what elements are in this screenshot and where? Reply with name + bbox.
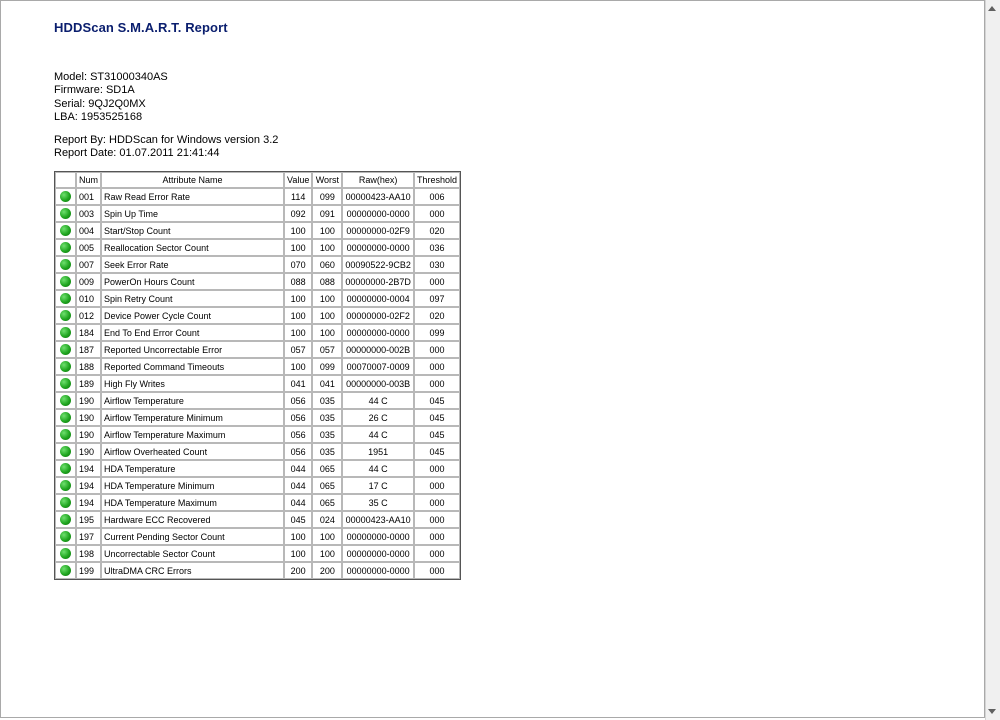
num-cell: 190 bbox=[76, 409, 101, 426]
threshold-cell: 045 bbox=[414, 392, 460, 409]
status-cell bbox=[55, 239, 76, 256]
num-cell: 190 bbox=[76, 443, 101, 460]
ok-status-icon bbox=[60, 208, 71, 219]
value-cell: 100 bbox=[284, 324, 312, 341]
num-cell: 004 bbox=[76, 222, 101, 239]
status-cell bbox=[55, 188, 76, 205]
value-cell: 100 bbox=[284, 545, 312, 562]
status-cell bbox=[55, 273, 76, 290]
ok-status-icon bbox=[60, 327, 71, 338]
threshold-cell: 000 bbox=[414, 358, 460, 375]
table-row bbox=[55, 409, 460, 426]
worst-cell: 099 bbox=[312, 358, 342, 375]
value-cell: 057 bbox=[284, 341, 312, 358]
status-cell bbox=[55, 205, 76, 222]
num-cell: 194 bbox=[76, 477, 101, 494]
table-row bbox=[55, 494, 460, 511]
table-row bbox=[55, 426, 460, 443]
attribute-name-cell: Spin Retry Count bbox=[101, 290, 284, 307]
value-cell: 088 bbox=[284, 273, 312, 290]
report-by-line: Report By: HDDScan for Windows version 3.2 bbox=[54, 134, 279, 146]
threshold-cell: 045 bbox=[414, 426, 460, 443]
worst-cell: 035 bbox=[312, 392, 342, 409]
ok-status-icon bbox=[60, 497, 71, 508]
attribute-name-cell: Airflow Temperature Minimum bbox=[101, 409, 284, 426]
worst-cell: 100 bbox=[312, 528, 342, 545]
ok-status-icon bbox=[60, 395, 71, 406]
status-cell bbox=[55, 460, 76, 477]
attribute-name-cell: PowerOn Hours Count bbox=[101, 273, 284, 290]
table-row bbox=[55, 545, 460, 562]
value-cell: 056 bbox=[284, 443, 312, 460]
raw-hex-cell: 26 C bbox=[342, 409, 414, 426]
worst-cell: 060 bbox=[312, 256, 342, 273]
header-raw: Raw(hex) bbox=[342, 172, 414, 188]
status-cell bbox=[55, 562, 76, 579]
ok-status-icon bbox=[60, 480, 71, 491]
attribute-name-cell: Hardware ECC Recovered bbox=[101, 511, 284, 528]
num-cell: 194 bbox=[76, 494, 101, 511]
table-row bbox=[55, 392, 460, 409]
attribute-name-cell: HDA Temperature Maximum bbox=[101, 494, 284, 511]
worst-cell: 091 bbox=[312, 205, 342, 222]
raw-hex-cell: 00000000-002B bbox=[342, 341, 414, 358]
lba-line: LBA: 1953525168 bbox=[54, 110, 143, 123]
worst-cell: 100 bbox=[312, 307, 342, 324]
report-date-line: Report Date: 01.07.2011 21:41:44 bbox=[54, 147, 220, 160]
ok-status-icon bbox=[60, 429, 71, 440]
raw-hex-cell: 44 C bbox=[342, 392, 414, 409]
value-cell: 070 bbox=[284, 256, 312, 273]
table-row bbox=[55, 375, 460, 392]
attribute-name-cell: Reported Command Timeouts bbox=[101, 358, 284, 375]
ok-status-icon bbox=[60, 344, 71, 355]
scroll-up-icon[interactable] bbox=[988, 6, 996, 11]
threshold-cell: 000 bbox=[414, 375, 460, 392]
table-row bbox=[55, 511, 460, 528]
table-row bbox=[55, 188, 460, 205]
table-row bbox=[55, 205, 460, 222]
report-meta bbox=[54, 134, 278, 161]
model-line: Model: ST31000340AS bbox=[54, 71, 168, 83]
threshold-cell: 000 bbox=[414, 545, 460, 562]
num-cell: 187 bbox=[76, 341, 101, 358]
ok-status-icon bbox=[60, 361, 71, 372]
threshold-cell: 000 bbox=[414, 562, 460, 579]
status-cell bbox=[55, 511, 76, 528]
attribute-name-cell: Current Pending Sector Count bbox=[101, 528, 284, 545]
table-row bbox=[55, 222, 460, 239]
attribute-name-cell: Start/Stop Count bbox=[101, 222, 284, 239]
status-cell bbox=[55, 392, 76, 409]
worst-cell: 099 bbox=[312, 188, 342, 205]
raw-hex-cell: 00000000-0000 bbox=[342, 545, 414, 562]
worst-cell: 065 bbox=[312, 477, 342, 494]
value-cell: 100 bbox=[284, 307, 312, 324]
worst-cell: 035 bbox=[312, 409, 342, 426]
raw-hex-cell: 00000423-AA10 bbox=[342, 511, 414, 528]
attribute-name-cell: Uncorrectable Sector Count bbox=[101, 545, 284, 562]
table-header-row bbox=[55, 172, 460, 188]
threshold-cell: 000 bbox=[414, 341, 460, 358]
ok-status-icon bbox=[60, 191, 71, 202]
header-value: Value bbox=[284, 172, 312, 188]
table-body bbox=[55, 188, 460, 579]
table-row bbox=[55, 307, 460, 324]
ok-status-icon bbox=[60, 225, 71, 236]
worst-cell: 041 bbox=[312, 375, 342, 392]
threshold-cell: 045 bbox=[414, 409, 460, 426]
num-cell: 190 bbox=[76, 392, 101, 409]
worst-cell: 100 bbox=[312, 324, 342, 341]
raw-hex-cell: 00090522-9CB2 bbox=[342, 256, 414, 273]
ok-status-icon bbox=[60, 514, 71, 525]
value-cell: 092 bbox=[284, 205, 312, 222]
threshold-cell: 000 bbox=[414, 511, 460, 528]
worst-cell: 088 bbox=[312, 273, 342, 290]
threshold-cell: 036 bbox=[414, 239, 460, 256]
worst-cell: 100 bbox=[312, 290, 342, 307]
header-threshold: Threshold bbox=[414, 172, 460, 188]
num-cell: 190 bbox=[76, 426, 101, 443]
table-row bbox=[55, 528, 460, 545]
table-row bbox=[55, 341, 460, 358]
raw-hex-cell: 17 C bbox=[342, 477, 414, 494]
raw-hex-cell: 00000000-0000 bbox=[342, 528, 414, 545]
table-row bbox=[55, 290, 460, 307]
threshold-cell: 020 bbox=[414, 222, 460, 239]
attribute-name-cell: Airflow Temperature Maximum bbox=[101, 426, 284, 443]
raw-hex-cell: 00000000-0004 bbox=[342, 290, 414, 307]
num-cell: 189 bbox=[76, 375, 101, 392]
attribute-name-cell: Airflow Temperature bbox=[101, 392, 284, 409]
status-cell bbox=[55, 307, 76, 324]
table-row bbox=[55, 443, 460, 460]
value-cell: 045 bbox=[284, 511, 312, 528]
threshold-cell: 000 bbox=[414, 477, 460, 494]
status-cell bbox=[55, 545, 76, 562]
status-cell bbox=[55, 290, 76, 307]
threshold-cell: 020 bbox=[414, 307, 460, 324]
worst-cell: 100 bbox=[312, 239, 342, 256]
num-cell: 007 bbox=[76, 256, 101, 273]
num-cell: 197 bbox=[76, 528, 101, 545]
raw-hex-cell: 44 C bbox=[342, 426, 414, 443]
table-row bbox=[55, 358, 460, 375]
raw-hex-cell: 00000000-0000 bbox=[342, 324, 414, 341]
num-cell: 003 bbox=[76, 205, 101, 222]
worst-cell: 057 bbox=[312, 341, 342, 358]
num-cell: 005 bbox=[76, 239, 101, 256]
smart-attributes-table bbox=[54, 171, 461, 580]
ok-status-icon bbox=[60, 310, 71, 321]
attribute-name-cell: Reported Uncorrectable Error bbox=[101, 341, 284, 358]
value-cell: 044 bbox=[284, 460, 312, 477]
worst-cell: 200 bbox=[312, 562, 342, 579]
attribute-name-cell: Device Power Cycle Count bbox=[101, 307, 284, 324]
value-cell: 200 bbox=[284, 562, 312, 579]
report-title: HDDScan S.M.A.R.T. Report bbox=[54, 20, 228, 35]
value-cell: 044 bbox=[284, 477, 312, 494]
num-cell: 009 bbox=[76, 273, 101, 290]
table-row bbox=[55, 477, 460, 494]
num-cell: 199 bbox=[76, 562, 101, 579]
header-attribute-name: Attribute Name bbox=[101, 172, 284, 188]
ok-status-icon bbox=[60, 259, 71, 270]
threshold-cell: 000 bbox=[414, 528, 460, 545]
table-row bbox=[55, 239, 460, 256]
status-cell bbox=[55, 375, 76, 392]
attribute-name-cell: Raw Read Error Rate bbox=[101, 188, 284, 205]
status-cell bbox=[55, 494, 76, 511]
ok-status-icon bbox=[60, 378, 71, 389]
value-cell: 100 bbox=[284, 358, 312, 375]
table-row bbox=[55, 256, 460, 273]
value-cell: 056 bbox=[284, 409, 312, 426]
worst-cell: 035 bbox=[312, 426, 342, 443]
value-cell: 100 bbox=[284, 290, 312, 307]
table-row bbox=[55, 273, 460, 290]
firmware-line: Firmware: SD1A bbox=[54, 84, 135, 97]
ok-status-icon bbox=[60, 242, 71, 253]
value-cell: 044 bbox=[284, 494, 312, 511]
raw-hex-cell: 00000000-2B7D bbox=[342, 273, 414, 290]
ok-status-icon bbox=[60, 446, 71, 457]
threshold-cell: 030 bbox=[414, 256, 460, 273]
raw-hex-cell: 00000000-02F9 bbox=[342, 222, 414, 239]
header-worst: Worst bbox=[312, 172, 342, 188]
num-cell: 184 bbox=[76, 324, 101, 341]
threshold-cell: 000 bbox=[414, 205, 460, 222]
status-cell bbox=[55, 222, 76, 239]
value-cell: 114 bbox=[284, 188, 312, 205]
attribute-name-cell: HDA Temperature bbox=[101, 460, 284, 477]
status-cell bbox=[55, 528, 76, 545]
value-cell: 056 bbox=[284, 392, 312, 409]
worst-cell: 065 bbox=[312, 494, 342, 511]
ok-status-icon bbox=[60, 412, 71, 423]
raw-hex-cell: 1951 bbox=[342, 443, 414, 460]
status-cell bbox=[55, 426, 76, 443]
num-cell: 188 bbox=[76, 358, 101, 375]
attribute-name-cell: UltraDMA CRC Errors bbox=[101, 562, 284, 579]
worst-cell: 024 bbox=[312, 511, 342, 528]
worst-cell: 100 bbox=[312, 222, 342, 239]
attribute-name-cell: Spin Up Time bbox=[101, 205, 284, 222]
worst-cell: 100 bbox=[312, 545, 342, 562]
attribute-name-cell: HDA Temperature Minimum bbox=[101, 477, 284, 494]
table-row bbox=[55, 562, 460, 579]
raw-hex-cell: 00000423-AA10 bbox=[342, 188, 414, 205]
ok-status-icon bbox=[60, 293, 71, 304]
raw-hex-cell: 00000000-003B bbox=[342, 375, 414, 392]
attribute-name-cell: Airflow Overheated Count bbox=[101, 443, 284, 460]
status-cell bbox=[55, 409, 76, 426]
threshold-cell: 099 bbox=[414, 324, 460, 341]
value-cell: 100 bbox=[284, 239, 312, 256]
raw-hex-cell: 00000000-0000 bbox=[342, 239, 414, 256]
raw-hex-cell: 00000000-02F2 bbox=[342, 307, 414, 324]
status-cell bbox=[55, 477, 76, 494]
vertical-scrollbar[interactable] bbox=[985, 0, 1000, 720]
table-row bbox=[55, 324, 460, 341]
ok-status-icon bbox=[60, 463, 71, 474]
header-status bbox=[55, 172, 76, 188]
status-cell bbox=[55, 358, 76, 375]
raw-hex-cell: 35 C bbox=[342, 494, 414, 511]
raw-hex-cell: 00070007-0009 bbox=[342, 358, 414, 375]
threshold-cell: 006 bbox=[414, 188, 460, 205]
threshold-cell: 000 bbox=[414, 273, 460, 290]
raw-hex-cell: 00000000-0000 bbox=[342, 205, 414, 222]
threshold-cell: 000 bbox=[414, 494, 460, 511]
status-cell bbox=[55, 324, 76, 341]
threshold-cell: 000 bbox=[414, 460, 460, 477]
ok-status-icon bbox=[60, 565, 71, 576]
num-cell: 194 bbox=[76, 460, 101, 477]
num-cell: 012 bbox=[76, 307, 101, 324]
table-row bbox=[55, 460, 460, 477]
status-cell bbox=[55, 443, 76, 460]
status-cell bbox=[55, 256, 76, 273]
num-cell: 195 bbox=[76, 511, 101, 528]
threshold-cell: 097 bbox=[414, 290, 460, 307]
raw-hex-cell: 44 C bbox=[342, 460, 414, 477]
ok-status-icon bbox=[60, 531, 71, 542]
threshold-cell: 045 bbox=[414, 443, 460, 460]
attribute-name-cell: End To End Error Count bbox=[101, 324, 284, 341]
status-cell bbox=[55, 341, 76, 358]
drive-info bbox=[54, 71, 168, 124]
value-cell: 041 bbox=[284, 375, 312, 392]
attribute-name-cell: Reallocation Sector Count bbox=[101, 239, 284, 256]
scroll-down-icon[interactable] bbox=[988, 709, 996, 714]
raw-hex-cell: 00000000-0000 bbox=[342, 562, 414, 579]
value-cell: 100 bbox=[284, 528, 312, 545]
value-cell: 056 bbox=[284, 426, 312, 443]
attribute-name-cell: High Fly Writes bbox=[101, 375, 284, 392]
worst-cell: 065 bbox=[312, 460, 342, 477]
num-cell: 001 bbox=[76, 188, 101, 205]
num-cell: 198 bbox=[76, 545, 101, 562]
num-cell: 010 bbox=[76, 290, 101, 307]
serial-line: Serial: 9QJ2Q0MX bbox=[54, 97, 146, 110]
value-cell: 100 bbox=[284, 222, 312, 239]
header-num: Num bbox=[76, 172, 101, 188]
attribute-name-cell: Seek Error Rate bbox=[101, 256, 284, 273]
worst-cell: 035 bbox=[312, 443, 342, 460]
ok-status-icon bbox=[60, 548, 71, 559]
ok-status-icon bbox=[60, 276, 71, 287]
